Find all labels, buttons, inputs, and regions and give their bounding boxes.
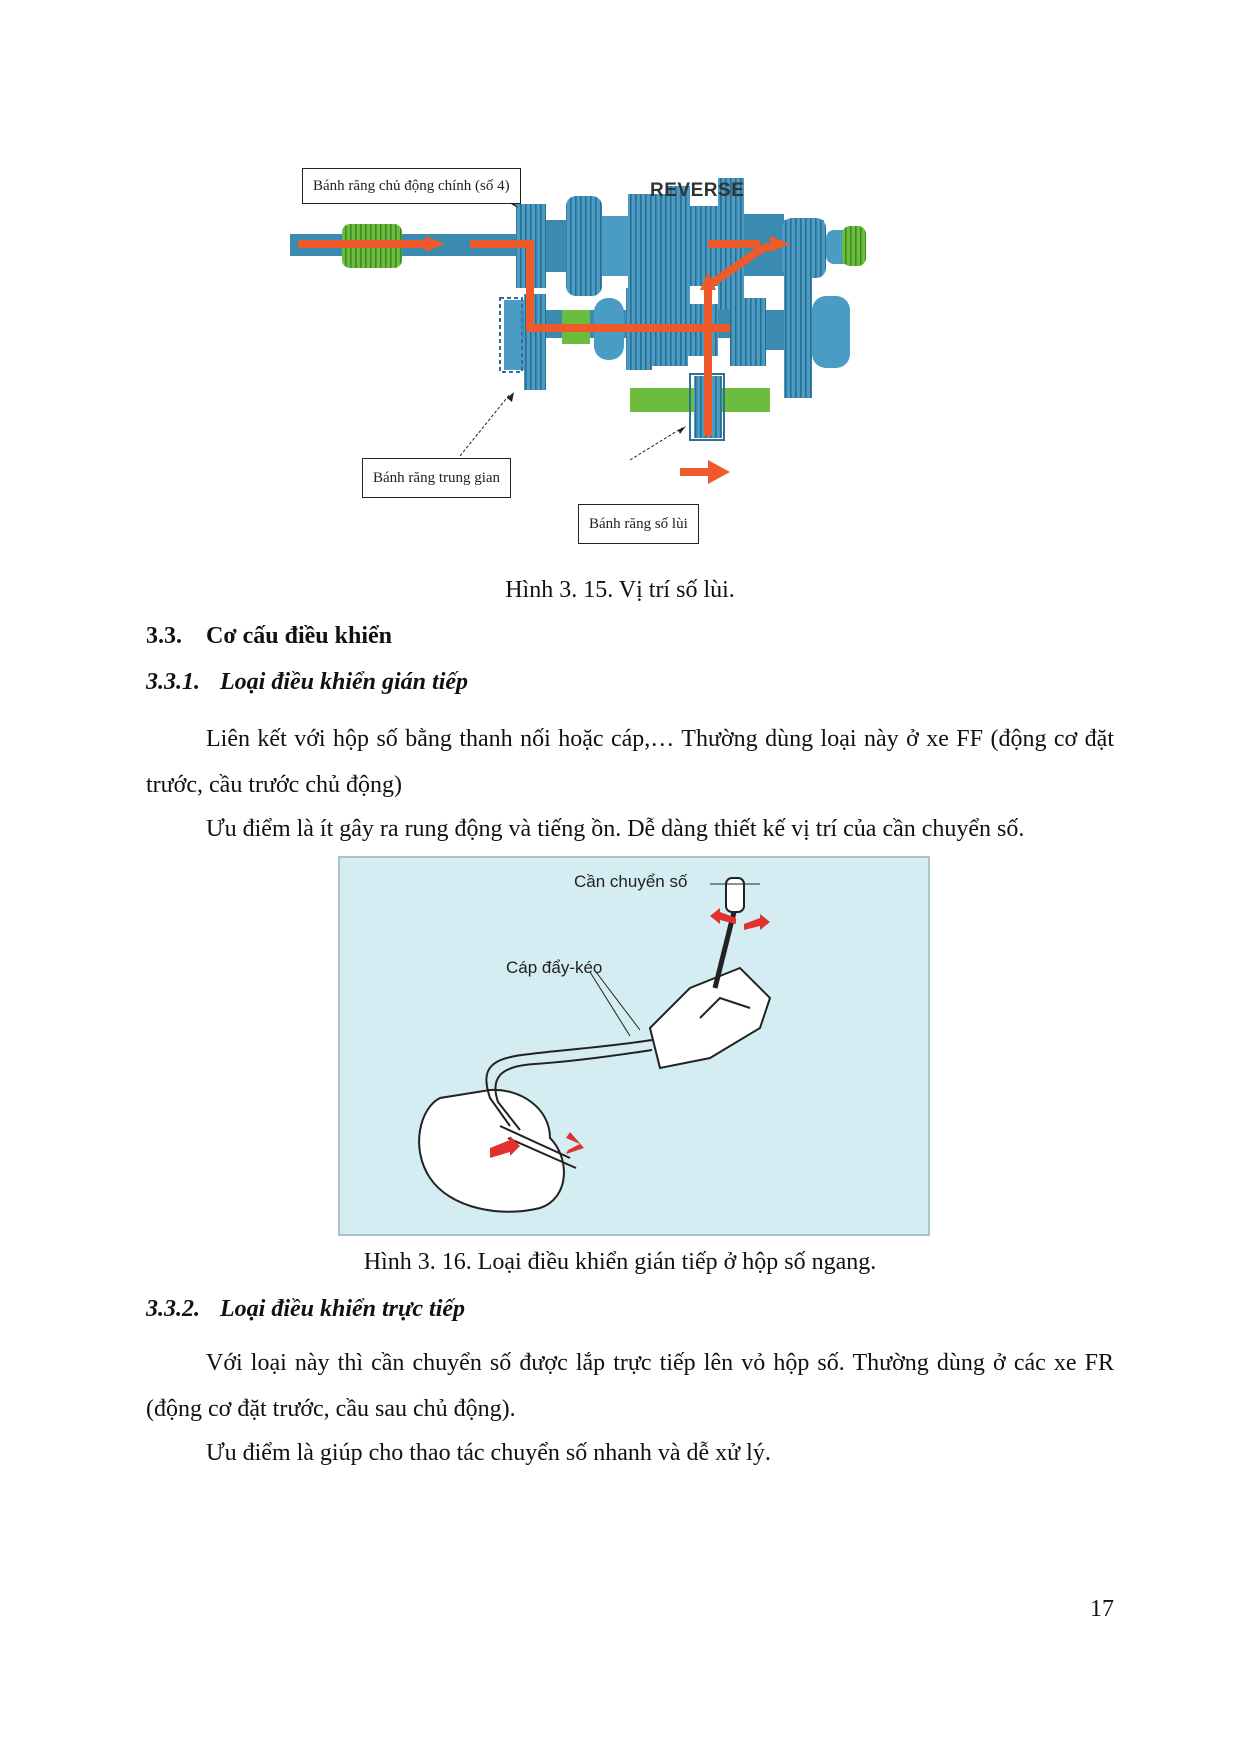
indirect-control-figure: [338, 856, 930, 1236]
paragraph-direct-advantage: Ưu điểm là giúp cho thao tác chuyển số nhanh và dễ xử lý.: [206, 1440, 771, 1466]
callout-main-drive-gear: Bánh răng chủ động chính (số 4): [302, 168, 521, 204]
callout-reverse-idler-gear: Bánh răng số lùi: [578, 504, 699, 544]
section-heading-3-3: [146, 623, 392, 650]
paragraph-direct-mounting: Với loại này thì cần chuyển số được lắp trực tiếp lên vỏ hộp số. Thường dùng ở các xe FR (động cơ đặt trước, cầu sau chủ động).: [146, 1350, 1114, 1422]
reverse-label: REVERSE: [650, 180, 745, 201]
section-number: 3.3.2.: [146, 1296, 200, 1322]
section-heading-3-3-1: [146, 669, 468, 696]
section-heading-3-3-2: [146, 1296, 465, 1323]
paragraph-indirect-linkage: Liên kết với hộp số bằng thanh nối hoặc cáp,… Thường dùng loại này ở xe FF (động cơ đặt trước, cầu trước chủ động): [146, 726, 1114, 798]
section-number: 3.3.: [146, 623, 182, 649]
paragraph-indirect-advantage: Ưu điểm là ít gây ra rung động và tiếng ồn. Dễ dàng thiết kế vị trí của cần chuyển số.: [206, 816, 1025, 842]
section-title: Loại điều khiển gián tiếp: [220, 669, 469, 695]
page-number: 17: [1090, 1596, 1114, 1622]
shift-lever-label: Cần chuyển số: [574, 872, 688, 891]
section-title: Loại điều khiển trực tiếp: [220, 1296, 466, 1322]
push-pull-cable-label: Cáp đẩy-kéo: [506, 958, 603, 977]
shift-cable-illustration: [340, 858, 928, 1234]
callout-counter-gear: Bánh răng trung gian: [362, 458, 511, 498]
figure-caption-3-16: Hình 3. 16. Loại điều khiển gián tiếp ở hộp số ngang.: [363, 1249, 877, 1275]
section-number: 3.3.1.: [146, 669, 200, 695]
figure-caption-3-15: Hình 3. 15. Vị trí số lùi.: [505, 577, 735, 603]
section-title: Cơ cấu điều khiển: [206, 623, 392, 649]
reverse-gear-diagram: [290, 160, 990, 550]
